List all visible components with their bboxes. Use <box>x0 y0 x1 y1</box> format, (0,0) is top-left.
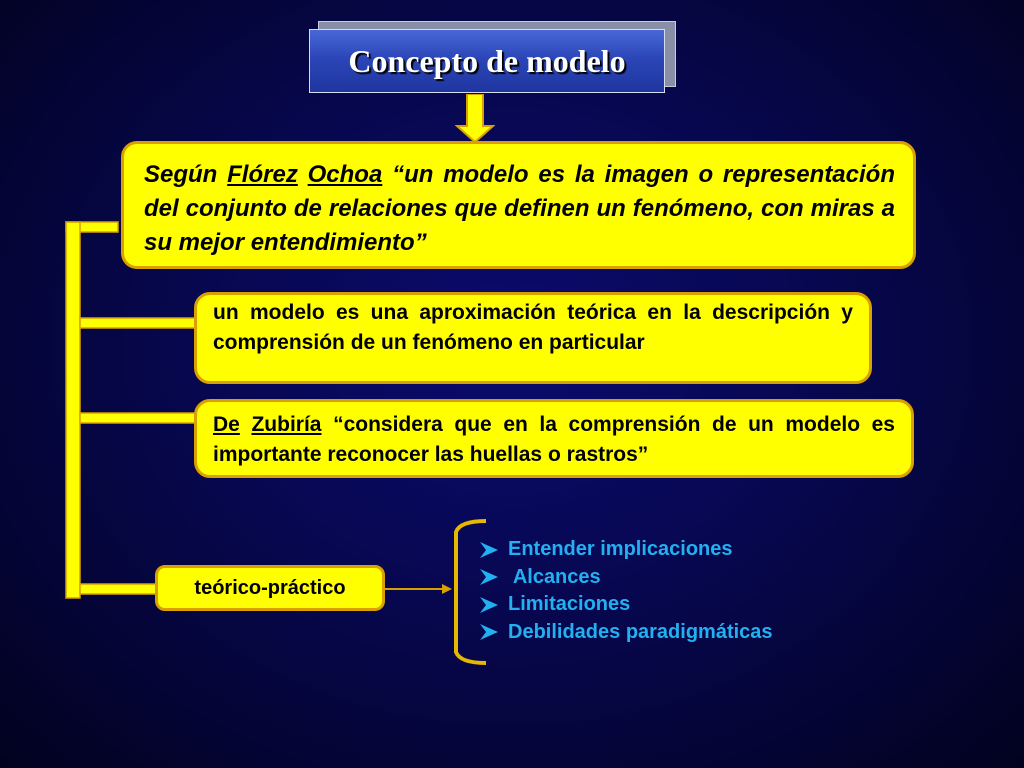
box3-text: “considera que en la comprensión de un modelo es importante reconocer las huellas o rastros” <box>213 413 895 466</box>
author-de: De <box>213 413 240 436</box>
list-item <box>478 619 773 647</box>
author-zubiria: Zubiría <box>251 413 322 436</box>
author-ochoa: Ochoa <box>307 161 383 188</box>
box1-text: “un modelo es la imagen o representación del conjunto de relaciones que definen un fenómeno, con miras a su mejor entendimiento” <box>144 161 895 256</box>
box2-text: un modelo es una aproximación teórica en la descripción y comprensión de un fenómeno en particular <box>213 301 853 354</box>
list-item-label: Alcances <box>508 565 601 588</box>
list-item-label: Limitaciones <box>508 593 631 616</box>
list-item-label: Debilidades paradigmáticas <box>508 620 773 643</box>
chevron-bullet-icon <box>478 622 500 642</box>
chevron-bullet-icon <box>478 540 500 560</box>
list-item <box>478 564 773 592</box>
page-title: Concepto de modelo <box>348 42 626 79</box>
list-item <box>478 536 773 564</box>
implications-list <box>478 536 773 646</box>
list-item <box>478 591 773 619</box>
chevron-bullet-icon <box>478 567 500 587</box>
box4-label: teórico-práctico <box>194 576 346 599</box>
author-florez: Flórez <box>227 161 298 188</box>
list-item-label: Entender implicaciones <box>508 538 733 561</box>
box1-prefix: Según <box>144 161 228 188</box>
chevron-bullet-icon <box>478 595 500 615</box>
